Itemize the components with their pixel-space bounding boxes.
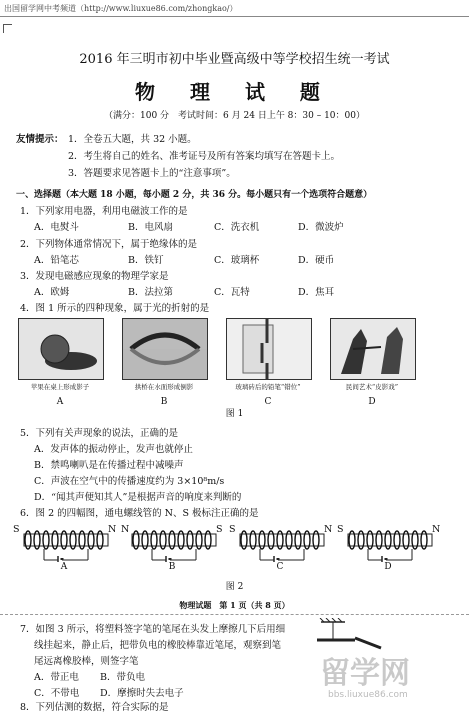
q1-option-b: B．电风扇 (128, 222, 173, 233)
solenoid-c (230, 522, 334, 562)
figure1-photo-d (330, 318, 416, 380)
watermark-logo: 留学网 (320, 656, 410, 691)
q7-option-c: C．不带电 (34, 688, 80, 699)
figure1-label-b: B (160, 397, 168, 407)
q5-option-d: D．“闻其声便知其人”是根据声音的响度来判断的 (34, 492, 242, 503)
corner-mark (3, 24, 12, 33)
figure2-label-c: C (276, 562, 284, 572)
figure1-caption-b: 拱桥在水面形成倒影 (134, 383, 194, 391)
figure1-photo-a (18, 318, 104, 380)
figure2-label-d: D (384, 562, 392, 572)
q2-option-c: C．玻璃杯 (214, 255, 260, 266)
tip-3: 3．答题要求见答题卡上的“注意事项”。 (68, 168, 236, 179)
q5-option-a: A．发声体的振动停止，发声也就停止 (34, 444, 193, 455)
figure1-caption-c: 玻璃砖后的铅笔“错位” (235, 383, 301, 391)
pole-label-a-left: S (13, 524, 20, 535)
q3-option-d: D．焦耳 (298, 287, 335, 298)
q3-option-b: B．法拉第 (128, 287, 173, 298)
pole-label-b-right: S (216, 524, 223, 535)
q1-stem: 1．下列家用电器，利用电磁波工作的是 (20, 206, 188, 217)
q2-option-b: B．铁钉 (128, 255, 164, 266)
glass-pencil-image (227, 319, 311, 379)
q7-option-d: D．摩擦时失去电子 (100, 688, 184, 699)
figure2-label-b: B (168, 562, 176, 572)
q3-option-a: A．欧姆 (34, 287, 70, 298)
pole-label-c-right: N (324, 524, 333, 535)
tip-1: 1．全卷五大题，共 32 小题。 (68, 134, 197, 145)
tip-2: 2．考生将自己的姓名、准考证号及所有答案均填写在答题卡上。 (68, 151, 341, 162)
pole-label-b-left: N (121, 524, 130, 535)
pole-label-d-right: N (432, 524, 441, 535)
solenoid-d (338, 522, 442, 562)
pole-label-a-right: N (108, 524, 117, 535)
q7-option-b: B．带负电 (100, 672, 145, 683)
q4-stem: 4．图 1 所示的四种现象，属于光的折射的是 (20, 303, 210, 314)
q8-stem: 8．下列估测的数据，符合实际的是 (20, 702, 169, 713)
tips-label: 友情提示： (16, 134, 64, 145)
page-footer: 物理试题 第 1 页（共 8 页） (179, 600, 290, 610)
q7-line-3: 尾远离橡胶棒，则签字笔 (34, 656, 139, 667)
shadow-puppet-image (331, 319, 415, 379)
q1-option-a: A．电熨斗 (34, 222, 79, 233)
q5-option-c: C．声波在空气中的传播速度约为 3×10⁸m/s (34, 476, 225, 487)
figure1-caption-d: 民间艺术“皮影戏” (345, 383, 399, 391)
q2-option-d: D．硬币 (298, 255, 335, 266)
figure2-caption: 图 2 (225, 582, 244, 592)
header-divider (0, 16, 469, 17)
q5-option-b: B．禁鸣喇叭是在传播过程中减噪声 (34, 460, 184, 471)
q1-option-d: D．微波炉 (298, 222, 344, 233)
figure1-photo-c (226, 318, 312, 380)
q3-option-c: C．瓦特 (214, 287, 250, 298)
solenoid-b (122, 522, 226, 562)
exam-subject: 物 理 试 题 (135, 80, 334, 104)
figure1-label-d: D (368, 397, 376, 407)
figure1-photo-b (122, 318, 208, 380)
figure1-label-a: A (56, 397, 64, 407)
exam-title: 2016 年三明市初中毕业暨高级中等学校招生统一考试 (79, 52, 390, 67)
q3-stem: 3．发现电磁感应现象的物理学家是 (20, 271, 169, 282)
figure1-label-c: C (264, 397, 272, 407)
figure2-label-a: A (60, 562, 68, 572)
figure1-caption: 图 1 (225, 409, 244, 419)
page-break-divider (0, 614, 469, 615)
q5-stem: 5．下列有关声现象的说法，正确的是 (20, 428, 179, 439)
solenoid-a (14, 522, 118, 562)
pole-label-d-left: S (337, 524, 344, 535)
q2-stem: 2．下列物体通常情况下，属于绝缘体的是 (20, 239, 198, 250)
q7-line-2: 线挂起来，静止后，把带负电的橡胶棒靠近笔尾，观察到笔 (34, 640, 282, 651)
apple-shadow-image (19, 319, 103, 379)
arch-bridge-image (123, 319, 207, 379)
section-heading: 一、选择题（本大题 18 小题，每小题 2 分，共 36 分。每小题只有一个选项符合题意） (16, 190, 373, 200)
q7-line-1: 7．如图 3 所示，将塑料签字笔的笔尾在头发上摩擦几下后用细 (20, 624, 286, 635)
q7-option-a: A．带正电 (34, 672, 79, 683)
q6-stem: 6．图 2 的四幅图，通电螺线管的 N、S 极标注正确的是 (20, 508, 259, 519)
figure1-caption-a: 苹果在桌上形成影子 (30, 383, 90, 391)
q1-option-c: C．洗衣机 (214, 222, 260, 233)
q2-option-a: A．铅笔芯 (34, 255, 79, 266)
exam-meta: （满分：100 分 考试时间：6 月 24 日上午 8：30 – 10：00） (104, 111, 365, 121)
pole-label-c-left: S (229, 524, 236, 535)
watermark-url: bbs.liuxue86.com (328, 690, 408, 700)
site-header-text[interactable]: 出国留学网中考频道（http://www.liuxue86.com/zhongkao/） (4, 4, 238, 13)
